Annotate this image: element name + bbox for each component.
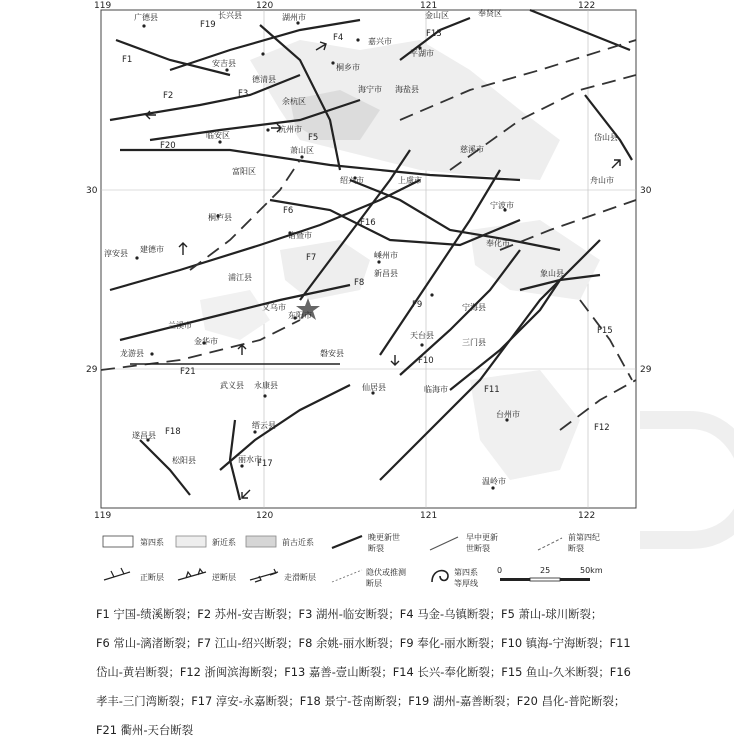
place-label: 嘉兴市 xyxy=(368,37,392,46)
place-label: 杭州市 xyxy=(278,125,302,134)
legend-swatch-paleogene xyxy=(246,536,276,547)
place-label: 绍兴市 xyxy=(340,176,364,185)
legend-label: 前第四纪 xyxy=(568,533,600,542)
fault-label: F1 xyxy=(122,55,133,65)
lon-label: 121 xyxy=(420,511,438,520)
legend-swatch-quaternary xyxy=(103,536,133,547)
city-dot xyxy=(135,256,138,259)
lon-label: 120 xyxy=(256,1,274,11)
city-dot xyxy=(263,394,266,397)
place-label: 松阳县 xyxy=(172,456,196,465)
legend-swatch-neogene xyxy=(176,536,206,547)
legend-line-pre xyxy=(538,538,562,550)
scale-label: 25 xyxy=(540,566,551,575)
city-dot xyxy=(150,352,153,355)
place-label: 淳安县 xyxy=(104,249,128,258)
fault-label: F15 xyxy=(597,326,613,336)
place-label: 湖州市 xyxy=(282,13,306,22)
scale-bar-black xyxy=(500,578,530,581)
place-label: 义乌市 xyxy=(262,303,286,312)
place-label: 象山县 xyxy=(540,269,564,278)
city-dot xyxy=(240,464,243,467)
legend-label: 第四系 xyxy=(454,568,478,577)
place-label: 广德县 xyxy=(134,13,158,22)
lon-label: 120 xyxy=(256,511,274,520)
legend-label: 断裂 xyxy=(568,544,584,553)
lon-label: 122 xyxy=(578,511,596,520)
lon-label: 119 xyxy=(94,1,112,11)
place-label: 新昌县 xyxy=(374,269,398,278)
place-label: 金华市 xyxy=(194,337,218,346)
place-label: 龙游县 xyxy=(120,349,144,358)
place-label: 德清县 xyxy=(252,75,276,84)
legend-label: 等厚线 xyxy=(454,579,478,588)
caption-line: F21 衢州-天台断裂 xyxy=(96,723,194,737)
place-label: 宁海县 xyxy=(462,303,486,312)
fault-label: F2 xyxy=(163,91,174,101)
place-label: 舟山市 xyxy=(590,176,614,185)
place-label: 丽水市 xyxy=(238,455,262,464)
caption-line: F6 常山-漓渚断裂；F7 江山-绍兴断裂；F8 余姚-丽水断裂；F9 奉化-丽水断裂；F10 镇海-宁海断裂；F11 xyxy=(96,636,631,650)
fault-label: F3 xyxy=(238,89,249,99)
fault-label: F11 xyxy=(484,385,500,395)
legend-line-early xyxy=(430,537,458,550)
scale-bar-white xyxy=(530,578,560,581)
fault-label: F21 xyxy=(180,367,196,377)
legend-label: 正断层 xyxy=(140,573,164,582)
fault-label: F17 xyxy=(257,459,273,469)
fault-label: F9 xyxy=(412,300,423,310)
scale-label: 0 xyxy=(497,566,503,575)
city-dot xyxy=(491,486,494,489)
fault-label: F13 xyxy=(426,29,442,39)
fault-label: F6 xyxy=(283,206,294,216)
legend-label: 逆断层 xyxy=(212,573,236,582)
place-label: 平湖市 xyxy=(410,49,434,58)
fault-label: F20 xyxy=(160,141,176,151)
city-dot xyxy=(300,155,303,158)
city-dot xyxy=(430,293,433,296)
fault-label: F16 xyxy=(360,218,376,228)
place-label: 临海市 xyxy=(424,385,448,394)
city-dot xyxy=(142,24,145,27)
legend-label: 早中更新 xyxy=(466,533,498,542)
scale-bar-black xyxy=(560,578,590,581)
watermark-logo xyxy=(620,410,734,550)
place-label: 缙云县 xyxy=(252,421,276,430)
lat-label: 30 xyxy=(86,186,98,196)
caption-line: 孝丰-三门湾断裂；F17 淳安-永嘉断裂；F18 景宁-苍南断裂；F19 湖州-嘉善断裂；F20 昌化-普陀断裂； xyxy=(96,694,626,708)
fault-label: F18 xyxy=(165,427,181,437)
lat-label: 29 xyxy=(640,365,652,375)
legend-label: 隐伏或推测 xyxy=(366,568,406,577)
place-label: 临安区 xyxy=(206,131,230,140)
lon-label: 121 xyxy=(420,1,438,11)
fault-label: F7 xyxy=(306,253,317,263)
place-label: 海盐县 xyxy=(395,85,419,94)
fault-label: F12 xyxy=(594,423,610,433)
fault-label: F4 xyxy=(333,33,344,43)
legend-label: 第四系 xyxy=(140,538,164,547)
legend-isopach-icon xyxy=(432,571,448,582)
lon-label: 122 xyxy=(578,1,596,11)
lon-label: 119 xyxy=(94,511,112,520)
place-label: 天台县 xyxy=(410,331,434,340)
place-label: 余杭区 xyxy=(282,97,306,106)
city-dot xyxy=(253,430,256,433)
legend-label: 新近系 xyxy=(212,538,236,547)
city-dot xyxy=(356,38,359,41)
place-label: 台州市 xyxy=(496,410,520,419)
city-dot xyxy=(266,128,269,131)
fault-label: F10 xyxy=(418,356,434,366)
city-dot xyxy=(377,260,380,263)
place-label: 奉化市 xyxy=(486,239,510,248)
legend-label: 断层 xyxy=(366,579,382,588)
fault-label: F5 xyxy=(308,133,319,143)
place-label: 桐庐县 xyxy=(208,213,232,222)
place-label: 长兴县 xyxy=(218,11,242,20)
place-label: 三门县 xyxy=(462,338,486,347)
place-label: 永康县 xyxy=(254,381,278,390)
place-label: 仙居县 xyxy=(362,383,386,392)
place-label: 建德市 xyxy=(140,245,164,254)
place-label: 宁波市 xyxy=(490,201,514,210)
place-label: 温岭市 xyxy=(482,477,506,486)
place-label: 慈溪市 xyxy=(460,145,484,154)
place-label: 兰溪市 xyxy=(168,321,192,330)
place-label: 安吉县 xyxy=(212,59,236,68)
place-label: 上虞市 xyxy=(398,176,422,185)
place-label: 遂昌县 xyxy=(132,431,156,440)
city-dot xyxy=(225,68,228,71)
place-label: 富阳区 xyxy=(232,167,256,176)
place-label: 奉贤区 xyxy=(478,9,502,18)
legend-line-late xyxy=(332,536,362,548)
city-dot xyxy=(261,52,264,55)
place-label: 金山区 xyxy=(425,11,449,20)
legend-label: 晚更新世 xyxy=(368,533,400,542)
city-dot xyxy=(420,343,423,346)
place-label: 磐安县 xyxy=(320,349,344,358)
lat-label: 30 xyxy=(640,186,652,196)
legend-label: 前古近系 xyxy=(282,538,314,547)
place-label: 桐乡市 xyxy=(336,63,360,72)
legend-label: 世断裂 xyxy=(466,544,490,553)
place-label: 岱山县 xyxy=(594,133,618,142)
legend-label: 断裂 xyxy=(368,544,384,553)
place-label: 东阳市 xyxy=(288,311,312,320)
place-label: 萧山区 xyxy=(290,146,314,155)
legend-normal-fault-icon xyxy=(104,568,130,580)
caption-line: F1 宁国-绩溪断裂；F2 苏州-安吉断裂；F3 湖州-临安断裂；F4 马金-乌镇断裂；F5 萧山-球川断裂； xyxy=(96,607,603,621)
legend-label: 走滑断层 xyxy=(284,573,316,582)
legend-line-inferred xyxy=(332,570,362,582)
city-dot xyxy=(218,140,221,143)
city-dot xyxy=(331,61,334,64)
caption-line: 岱山-黄岩断裂；F12 浙闽滨海断裂；F13 嘉善-壹山断裂；F14 长兴-奉化断裂；F15 鱼山-久米断裂；F16 xyxy=(96,665,631,679)
place-label: 海宁市 xyxy=(358,85,382,94)
legend-strike-slip-icon xyxy=(250,569,278,582)
place-label: 嵊州市 xyxy=(374,251,398,260)
fault-label: F8 xyxy=(354,278,365,288)
lat-label: 29 xyxy=(86,365,98,375)
legend-reverse-fault-icon xyxy=(178,569,206,580)
figure-caption xyxy=(96,600,716,745)
place-label: 诸暨市 xyxy=(288,231,312,240)
place-label: 浦江县 xyxy=(228,273,252,282)
fault-label: F19 xyxy=(200,20,216,30)
place-label: 武义县 xyxy=(220,381,244,390)
scale-label: 50km xyxy=(580,566,603,575)
